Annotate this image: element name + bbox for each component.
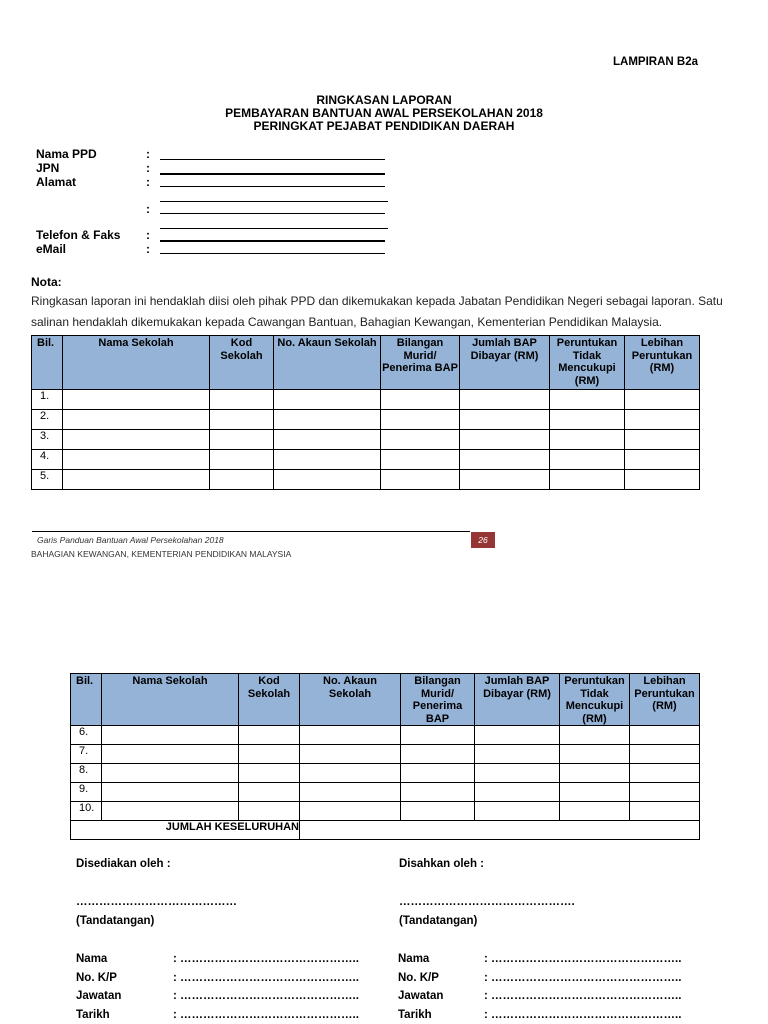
prepared-by-label: Disediakan oleh : bbox=[76, 858, 171, 870]
colon: : bbox=[146, 202, 150, 216]
nokp-field-left[interactable]: : ……………………………………….. bbox=[173, 972, 359, 984]
colon: : bbox=[146, 175, 150, 189]
alamat-line-3[interactable] bbox=[160, 213, 385, 214]
total-label: JUMLAH KESELURUHAN bbox=[71, 821, 300, 840]
footer-organization: BAHAGIAN KEWANGAN, KEMENTERIAN PENDIDIKAN MALAYSIA bbox=[31, 549, 292, 559]
row-number: 3. bbox=[32, 430, 63, 450]
total-value[interactable] bbox=[300, 821, 700, 840]
jpn-label: JPN bbox=[36, 161, 60, 175]
header-lebihan-peruntukan: Lebihan Peruntukan (RM) bbox=[625, 336, 700, 390]
colon: : bbox=[146, 147, 150, 161]
header-nama-sekolah: Nama Sekolah bbox=[102, 674, 239, 726]
row-number: 5. bbox=[32, 470, 63, 490]
email-line[interactable] bbox=[160, 253, 385, 254]
table-row bbox=[32, 390, 700, 410]
header-bil: Bil. bbox=[71, 674, 102, 726]
header-no-akaun: No. Akaun Sekolah bbox=[300, 674, 401, 726]
row-number: 6. bbox=[71, 726, 102, 745]
header-kod-sekolah: Kod Sekolah bbox=[239, 674, 300, 726]
row-number: 7. bbox=[71, 745, 102, 764]
nokp-field-right[interactable]: : ………………………………………….. bbox=[484, 972, 682, 984]
footer-guide-title: Garis Panduan Bantuan Awal Persekolahan 2018 bbox=[37, 535, 224, 545]
nokp-label-left: No. K/P bbox=[76, 972, 117, 984]
header-jumlah-bap: Jumlah BAP Dibayar (RM) bbox=[460, 336, 550, 390]
telefon-line-1[interactable] bbox=[160, 228, 388, 229]
row-number: 2. bbox=[32, 410, 63, 430]
total-row bbox=[71, 821, 700, 840]
table-row bbox=[71, 783, 700, 802]
row-number: 1. bbox=[32, 390, 63, 410]
row-number: 9. bbox=[71, 783, 102, 802]
tarikh-field-left[interactable]: : ……………………………………….. bbox=[173, 1009, 359, 1021]
nama-label-left: Nama bbox=[76, 953, 108, 965]
nama-field-right[interactable]: : ………………………………………….. bbox=[484, 953, 682, 965]
nama-ppd-label: Nama PPD bbox=[36, 147, 97, 161]
title-line-2: PEMBAYARAN BANTUAN AWAL PERSEKOLAHAN 2018 bbox=[225, 106, 543, 120]
jpn-line[interactable] bbox=[160, 173, 385, 175]
table-row bbox=[32, 410, 700, 430]
row-number: 4. bbox=[32, 450, 63, 470]
table-row bbox=[32, 470, 700, 490]
header-no-akaun: No. Akaun Sekolah bbox=[274, 336, 381, 390]
footer-rule bbox=[32, 531, 470, 532]
table-row bbox=[71, 745, 700, 764]
signature-line-right[interactable]: ………………………………………. bbox=[399, 896, 575, 908]
jawatan-label-left: Jawatan bbox=[76, 990, 122, 1002]
table-row bbox=[71, 726, 700, 745]
tarikh-label-right: Tarikh bbox=[398, 1009, 432, 1021]
colon: : bbox=[146, 161, 150, 175]
title-line-3: PERINGKAT PEJABAT PENDIDIKAN DAERAH bbox=[253, 119, 515, 133]
telefon-label: Telefon & Faks bbox=[36, 228, 121, 242]
alamat-line-1[interactable] bbox=[160, 186, 385, 187]
report-table-2 bbox=[70, 673, 700, 840]
colon: : bbox=[146, 242, 150, 256]
row-number: 8. bbox=[71, 764, 102, 783]
lampiran-label: LAMPIRAN B2a bbox=[613, 56, 698, 68]
header-peruntukan-tidak-mencukupi: Peruntukan Tidak Mencukupi (RM) bbox=[550, 336, 625, 390]
table-row bbox=[71, 802, 700, 821]
report-table-1 bbox=[31, 335, 700, 490]
header-bilangan-murid: Bilangan Murid/ Penerima BAP bbox=[401, 674, 475, 726]
tarikh-label-left: Tarikh bbox=[76, 1009, 110, 1021]
approved-by-label: Disahkan oleh : bbox=[399, 858, 484, 870]
header-peruntukan-tidak-mencukupi: Peruntukan Tidak Mencukupi (RM) bbox=[560, 674, 630, 726]
nama-ppd-line[interactable] bbox=[160, 159, 385, 160]
jawatan-field-left[interactable]: : ……………………………………….. bbox=[173, 990, 359, 1002]
nokp-label-right: No. K/P bbox=[398, 972, 439, 984]
header-bilangan-murid: Bilangan Murid/ Penerima BAP bbox=[381, 336, 460, 390]
alamat-line-2[interactable] bbox=[160, 201, 388, 202]
jawatan-field-right[interactable]: : ………………………………………….. bbox=[484, 990, 682, 1002]
email-label: eMail bbox=[36, 242, 67, 256]
telefon-line-2[interactable] bbox=[160, 240, 385, 242]
header-bil: Bil. bbox=[32, 336, 63, 390]
row-number: 10. bbox=[71, 802, 102, 821]
nama-field-left[interactable]: : ……………………………………….. bbox=[173, 953, 359, 965]
header-nama-sekolah: Nama Sekolah bbox=[63, 336, 210, 390]
title-line-1: RINGKASAN LAPORAN bbox=[316, 93, 452, 107]
colon: : bbox=[146, 228, 150, 242]
nama-label-right: Nama bbox=[398, 953, 430, 965]
header-kod-sekolah: Kod Sekolah bbox=[210, 336, 274, 390]
page-number: 26 bbox=[471, 532, 495, 548]
table-row bbox=[32, 450, 700, 470]
tandatangan-right: (Tandatangan) bbox=[399, 915, 478, 927]
header-lebihan-peruntukan: Lebihan Peruntukan (RM) bbox=[630, 674, 700, 726]
header-jumlah-bap: Jumlah BAP Dibayar (RM) bbox=[475, 674, 560, 726]
tandatangan-left: (Tandatangan) bbox=[76, 915, 155, 927]
nota-label: Nota: bbox=[31, 275, 62, 289]
jawatan-label-right: Jawatan bbox=[398, 990, 444, 1002]
table-row bbox=[32, 430, 700, 450]
tarikh-field-right[interactable]: : ………………………………………….. bbox=[484, 1009, 682, 1021]
nota-line-2: salinan hendaklah dikemukakan kepada Cawangan Bantuan, Bahagian Kewangan, Kementerian Pendidikan Malaysia. bbox=[31, 315, 663, 329]
alamat-label: Alamat bbox=[36, 175, 77, 189]
table-row bbox=[71, 764, 700, 783]
signature-line-left[interactable]: …………………………………… bbox=[76, 896, 237, 908]
nota-line-1: Ringkasan laporan ini hendaklah diisi oleh pihak PPD dan dikemukakan kepada Jabatan Pendidikan Negeri sebagai laporan. Satu bbox=[31, 294, 723, 308]
